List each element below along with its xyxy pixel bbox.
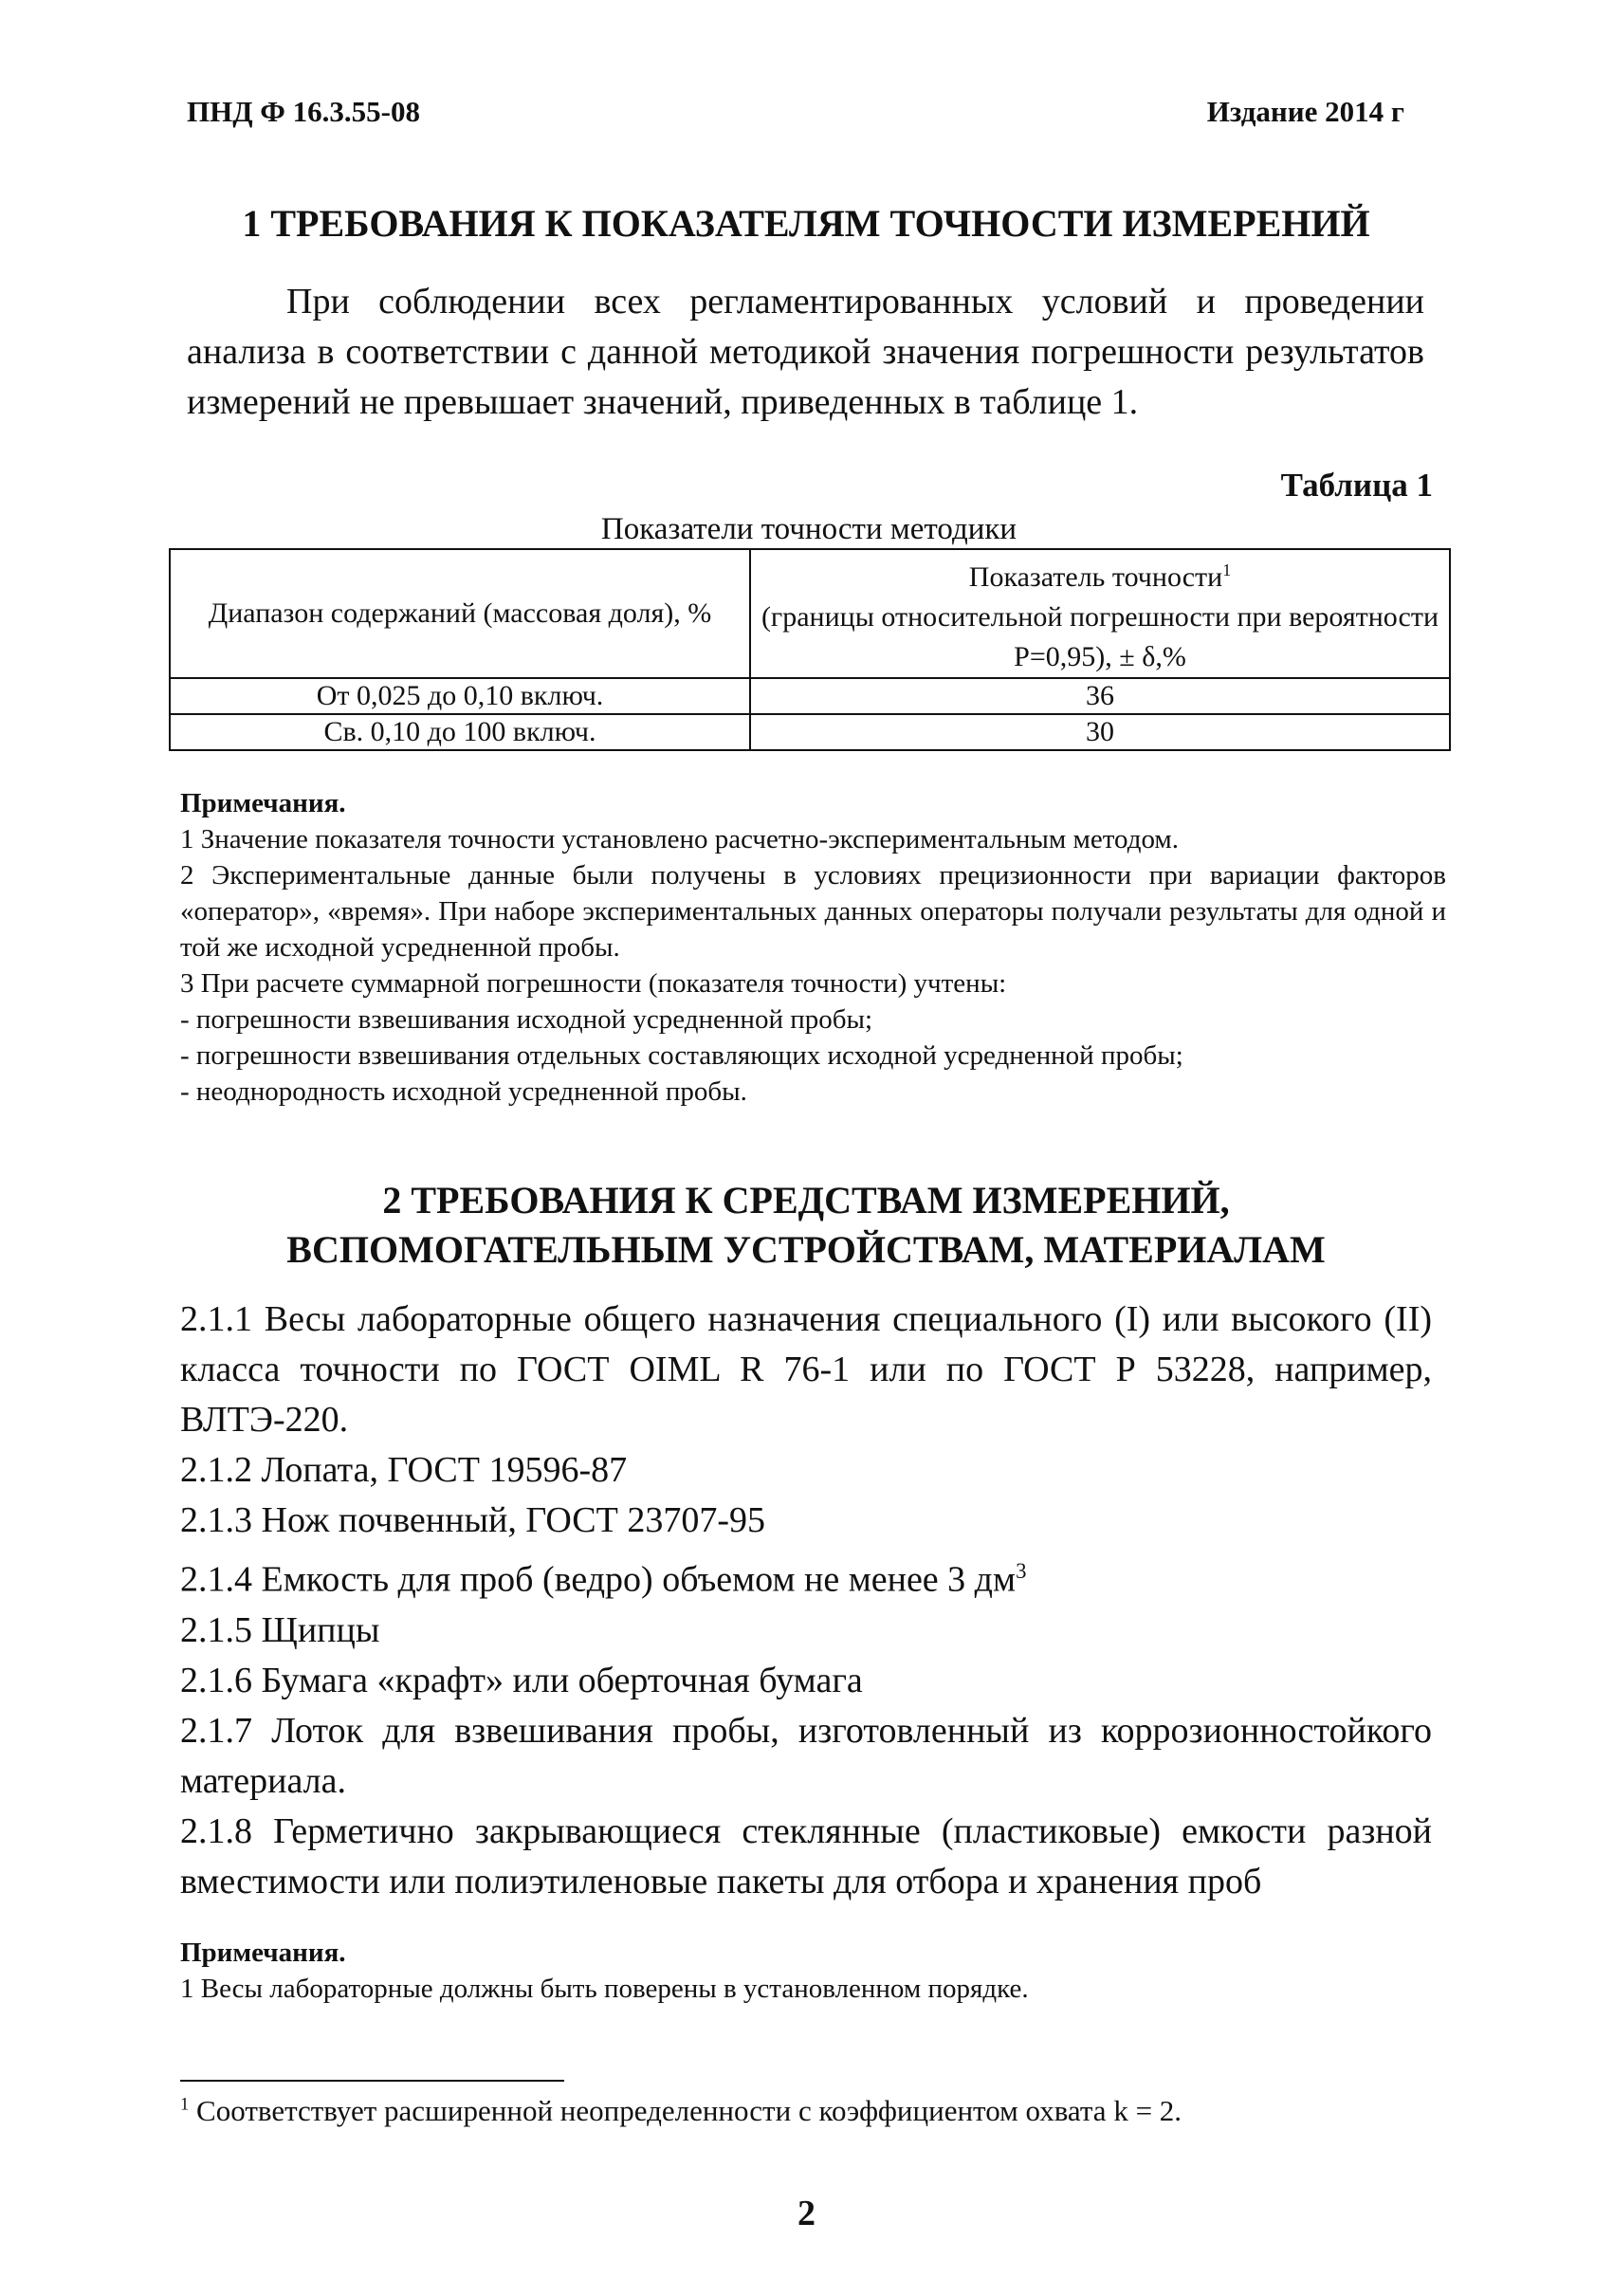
footnote: [180, 2094, 1182, 2128]
note-item: 3 При расчете суммарной погрешности (показателя точности) учтены:: [180, 968, 1007, 999]
section2-title: [171, 1176, 1441, 1275]
page-number: 2: [797, 2194, 816, 2233]
unit-superscript: 3: [1016, 1559, 1027, 1583]
table-header-row: [170, 549, 1450, 678]
note-item: - погрешности взвешивания отдельных составляющих исходной усредненной пробы;: [180, 1040, 1183, 1071]
footnote-ref: 1: [1222, 560, 1232, 579]
section1-paragraph: При соблюдении всех регламентированных условий и проведении анализа в соответствии с данной методикой значения погрешности результатов измерений не превышает значений, приведенных в таблице 1.: [187, 282, 1424, 422]
list-item: 2.1.6 Бумага «крафт» или оберточная бумага: [180, 1660, 863, 1700]
equipment-list: [180, 1295, 1432, 1907]
range-cell: От 0,025 до 0,10 включ.: [170, 678, 750, 714]
note-item: 1 Весы лабораторные должны быть поверены в установленном порядке.: [180, 1974, 1029, 2004]
range-cell: Св. 0,10 до 100 включ.: [170, 714, 750, 750]
value-cell: 36: [750, 678, 1450, 714]
table-row: [170, 714, 1450, 750]
list-item: 2.1.2 Лопата, ГОСТ 19596-87: [180, 1450, 628, 1490]
note-item: - погрешности взвешивания исходной усредненной пробы;: [180, 1004, 873, 1035]
section1-title: 1 ТРЕБОВАНИЯ К ПОКАЗАТЕЛЯМ ТОЧНОСТИ ИЗМЕРЕНИЙ: [242, 202, 1370, 245]
header-accuracy-cell: [750, 549, 1450, 678]
list-item: [180, 1546, 1432, 1606]
footnote-text: Соответствует расширенной неопределенности с коэффициентом охвата k = 2.: [196, 2094, 1182, 2127]
notes-block-1: [180, 785, 1446, 1110]
table-caption: Показатели точности методики: [600, 512, 1017, 546]
list-item: 2.1.1 Весы лабораторные общего назначения специального (I) или высокого (II) класса точности по ГОСТ OIML R 76-1 или по ГОСТ Р 53228, например, ВЛТЭ-220.: [180, 1299, 1432, 1440]
note-item: - неоднородность исходной усредненной пробы.: [180, 1076, 747, 1107]
notes-heading: Примечания.: [180, 1938, 346, 1968]
list-item-text: 2.1.4 Емкость для проб (ведро) объемом не менее 3 дм: [180, 1559, 1017, 1600]
notes-block-2: [180, 1935, 1446, 2007]
header-accuracy-desc: (границы относительной погрешности при вероятности P=0,95), ± δ,%: [761, 601, 1439, 672]
note-item: 2 Экспериментальные данные были получены в условиях прецизионности при вариации факторов «оператор», «время». При наборе экспериментальных данных операторы получали результаты для одной и той же исходной усредненной пробы.: [180, 860, 1446, 963]
value-cell: 30: [750, 714, 1450, 750]
list-item: 2.1.5 Щипцы: [180, 1609, 380, 1650]
section2-title-line1: 2 ТРЕБОВАНИЯ К СРЕДСТВАМ ИЗМЕРЕНИЙ,: [382, 1179, 1230, 1221]
edition-label: Издание 2014 г: [1206, 95, 1404, 128]
section2-title-line2: ВСПОМОГАТЕЛЬНЫМ УСТРОЙСТВАМ, МАТЕРИАЛАМ: [286, 1228, 1326, 1271]
list-item: 2.1.3 Нож почвенный, ГОСТ 23707-95: [180, 1500, 765, 1540]
footnote-divider: [180, 2080, 564, 2082]
table-label: Таблица 1: [1280, 467, 1433, 504]
footnote-mark: 1: [180, 2094, 190, 2115]
notes-heading: Примечания.: [180, 788, 346, 818]
table-row: [170, 678, 1450, 714]
doc-code: ПНД Ф 16.3.55-08: [187, 95, 421, 128]
list-item: 2.1.7 Лоток для взвешивания пробы, изготовленный из коррозионностойкого материала.: [180, 1710, 1432, 1801]
accuracy-table: [169, 548, 1451, 751]
note-item: 1 Значение показателя точности установлено расчетно-экспериментальным методом.: [180, 824, 1179, 854]
header-accuracy-title: Показатель точности: [968, 561, 1223, 593]
list-item: 2.1.8 Герметично закрывающиеся стеклянные (пластиковые) емкости разной вместимости или полиэтиленовые пакеты для отбора и хранения проб: [180, 1810, 1432, 1901]
header-range-cell: Диапазон содержаний (массовая доля), %: [170, 549, 750, 678]
